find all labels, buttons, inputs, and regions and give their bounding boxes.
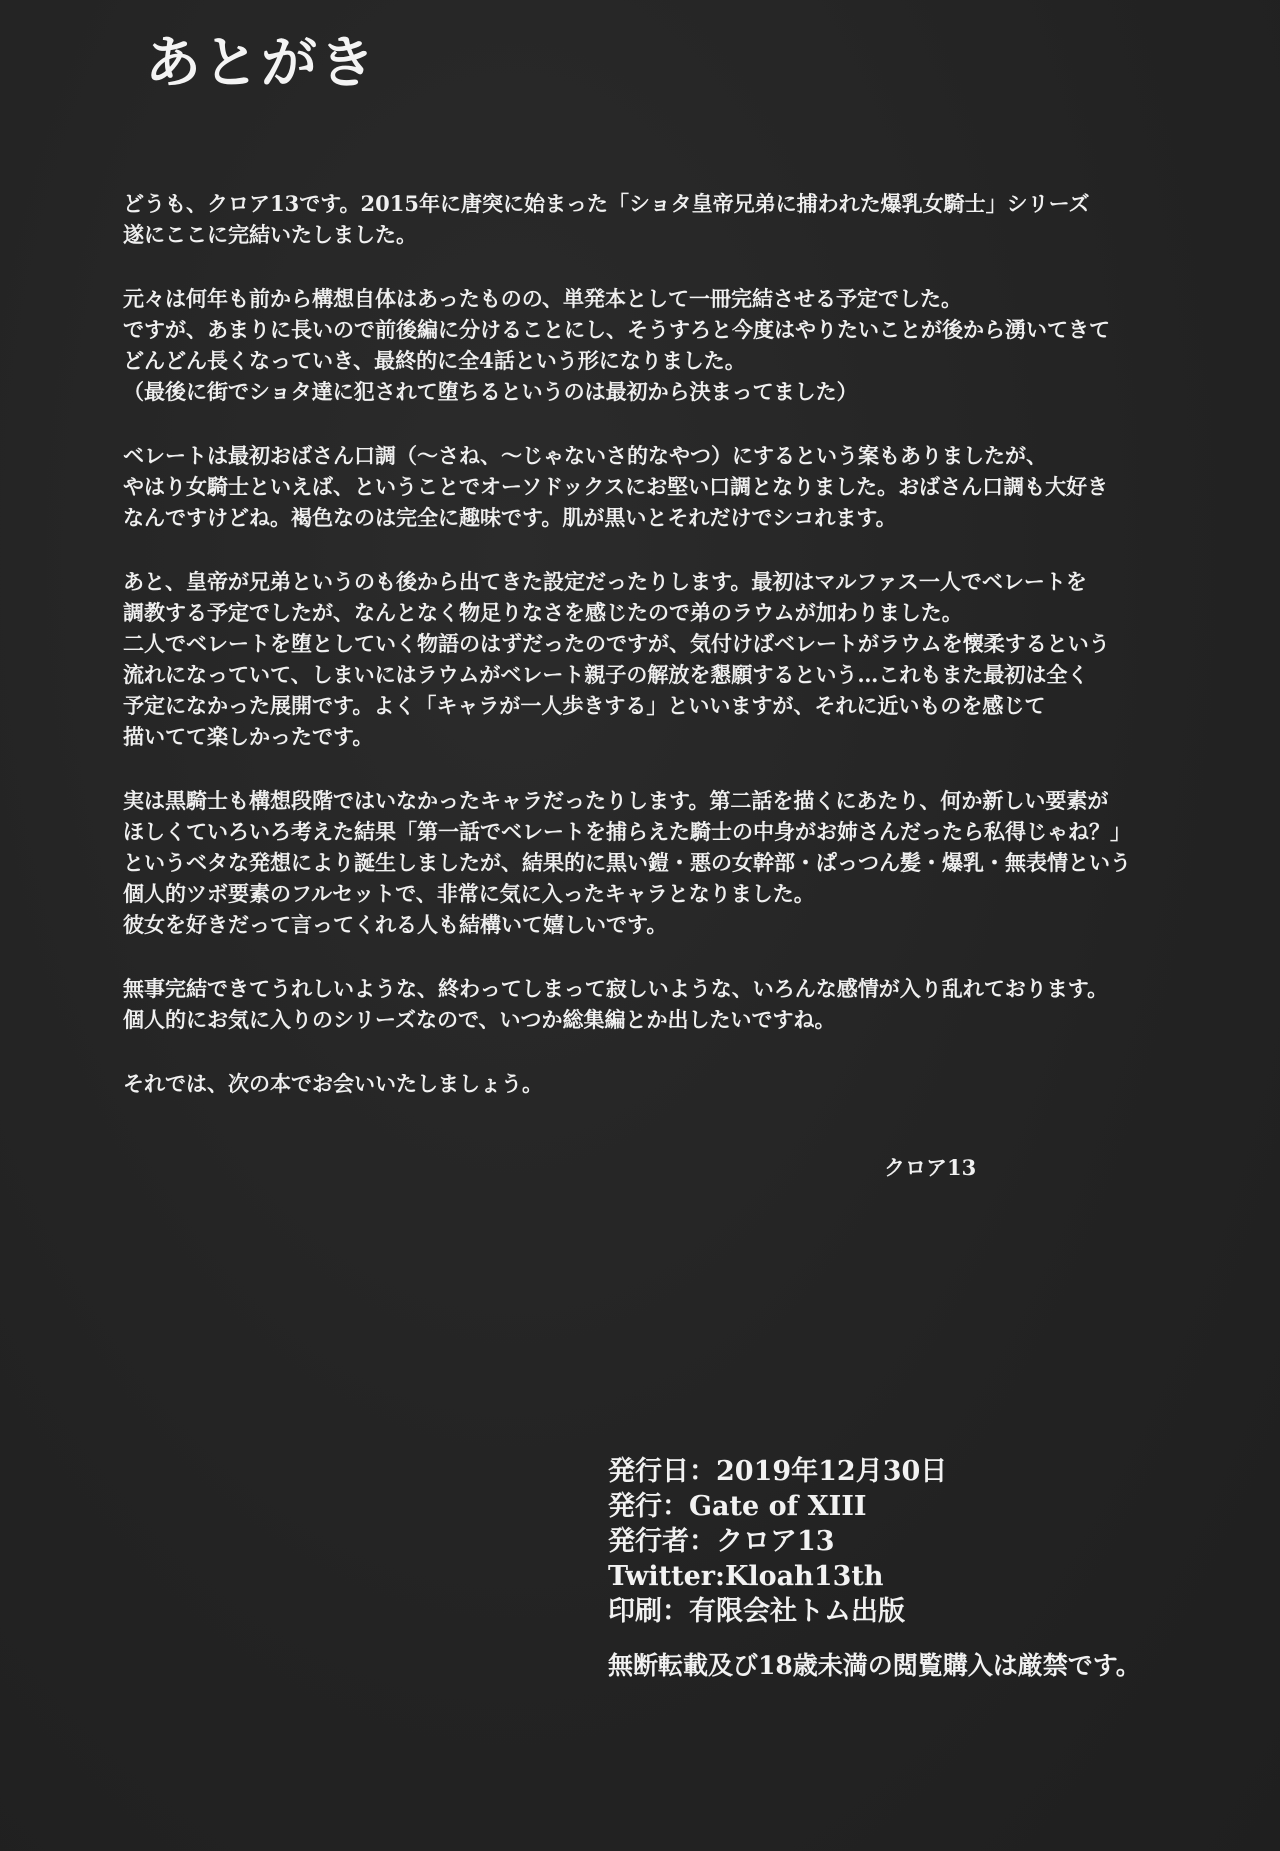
text-line: やはり女騎士といえば、ということでオーソドックスにお堅い口調となりました。おばさん口調も大好き [123, 474, 1109, 499]
text-line: 描いてて楽しかったです。 [123, 724, 374, 749]
text-line: それでは、次の本でお会いいたしましょう。 [123, 1071, 543, 1096]
text-line: 二人でベレートを堕としていく物語のはずだったのですが、気付けばベレートがラウムを懐柔するという [123, 631, 1110, 656]
text-line: なんですけどね。褐色なのは完全に趣味です。肌が黒いとそれだけでシコれます。 [123, 505, 897, 530]
text-line: 個人的ツボ要素のフルセットで、非常に気に入ったキャラとなりました。 [123, 881, 815, 906]
text-line: 流れになっていて、しまいにはラウムがベレート親子の解放を懇願するという…これもまた最初は全く [123, 662, 1089, 687]
text-line: 実は黒騎士も構想段階ではいなかったキャラだったりします。第二話を描くにあたり、何か新しい要素が [123, 788, 1109, 813]
paragraph-4 [123, 566, 1223, 752]
afterword-body [123, 188, 1223, 1132]
paragraph-2 [123, 283, 1223, 407]
text-line: どうも、クロア13です。2015年に唐突に始まった「ショタ皇帝兄弟に捕われた爆乳女騎士」シリーズ [123, 191, 1090, 216]
text-line: 個人的にお気に入りのシリーズなので、いつか総集編とか出したいですね。 [123, 1007, 836, 1032]
text-line: あと、皇帝が兄弟というのも後から出てきた設定だったりします。最初はマルファス一人でベレートを [123, 569, 1087, 594]
text-line: というベタな発想により誕生しましたが、結果的に黒い鎧・悪の女幹部・ぱっつん髪・爆乳・無表情という [123, 850, 1131, 875]
text-line: ほしくていろいろ考えた結果「第一話でベレートを捕らえた騎士の中身がお姉さんだったら私得じゃね？」 [123, 819, 1131, 844]
paragraph-1 [123, 188, 1223, 250]
author-signature: クロア13 [884, 1155, 977, 1180]
text-line: ベレートは最初おばさん口調（～さね、～じゃないさ的なやつ）にするという案もありましたが、 [123, 443, 1047, 468]
text-line: ですが、あまりに長いので前後編に分けることにし、そうすろと今度はやりたいことが後から湧いてきて [123, 317, 1110, 342]
author-credit: 発行者：クロア13 [608, 1526, 835, 1557]
text-line: 予定になかった展開です。よく「キャラが一人歩きする」といいますが、それに近いものを感じて [123, 693, 1046, 718]
paragraph-5 [123, 785, 1223, 940]
publisher: 発行：Gate of XIII [608, 1491, 867, 1522]
text-line: 元々は何年も前から構想自体はあったものの、単発本として一冊完結させる予定でした。 [123, 286, 962, 311]
text-line: 調教する予定でしたが、なんとなく物足りなさを感じたので弟のラウムが加わりました。 [123, 600, 963, 625]
text-line: 無事完結できてうれしいような、終わってしまって寂しいような、いろんな感情が入り乱れております。 [123, 976, 1109, 1001]
text-line: 彼女を好きだって言ってくれる人も結構いて嬉しいです。 [123, 912, 668, 937]
text-line: どんどん長くなっていき、最終的に全4話という形になりました。 [123, 348, 746, 373]
twitter-handle: Twitter:Kloah13th [608, 1561, 884, 1592]
paragraph-7 [123, 1068, 1223, 1099]
publish-date: 発行日：2019年12月30日 [608, 1456, 948, 1487]
colophon [608, 1454, 1228, 1629]
paragraph-6 [123, 973, 1223, 1035]
page-title: あとがき [145, 30, 377, 96]
copyright-notice: 無断転載及び18歳未満の閲覧購入は厳禁です。 [608, 1651, 1141, 1680]
paragraph-3 [123, 440, 1223, 533]
text-line: （最後に街でショタ達に犯されて堕ちるというのは最初から決まってました） [123, 379, 858, 404]
text-line: 遂にここに完結いたしました。 [123, 222, 417, 247]
printer-credit: 印刷：有限会社トム出版 [608, 1596, 905, 1627]
